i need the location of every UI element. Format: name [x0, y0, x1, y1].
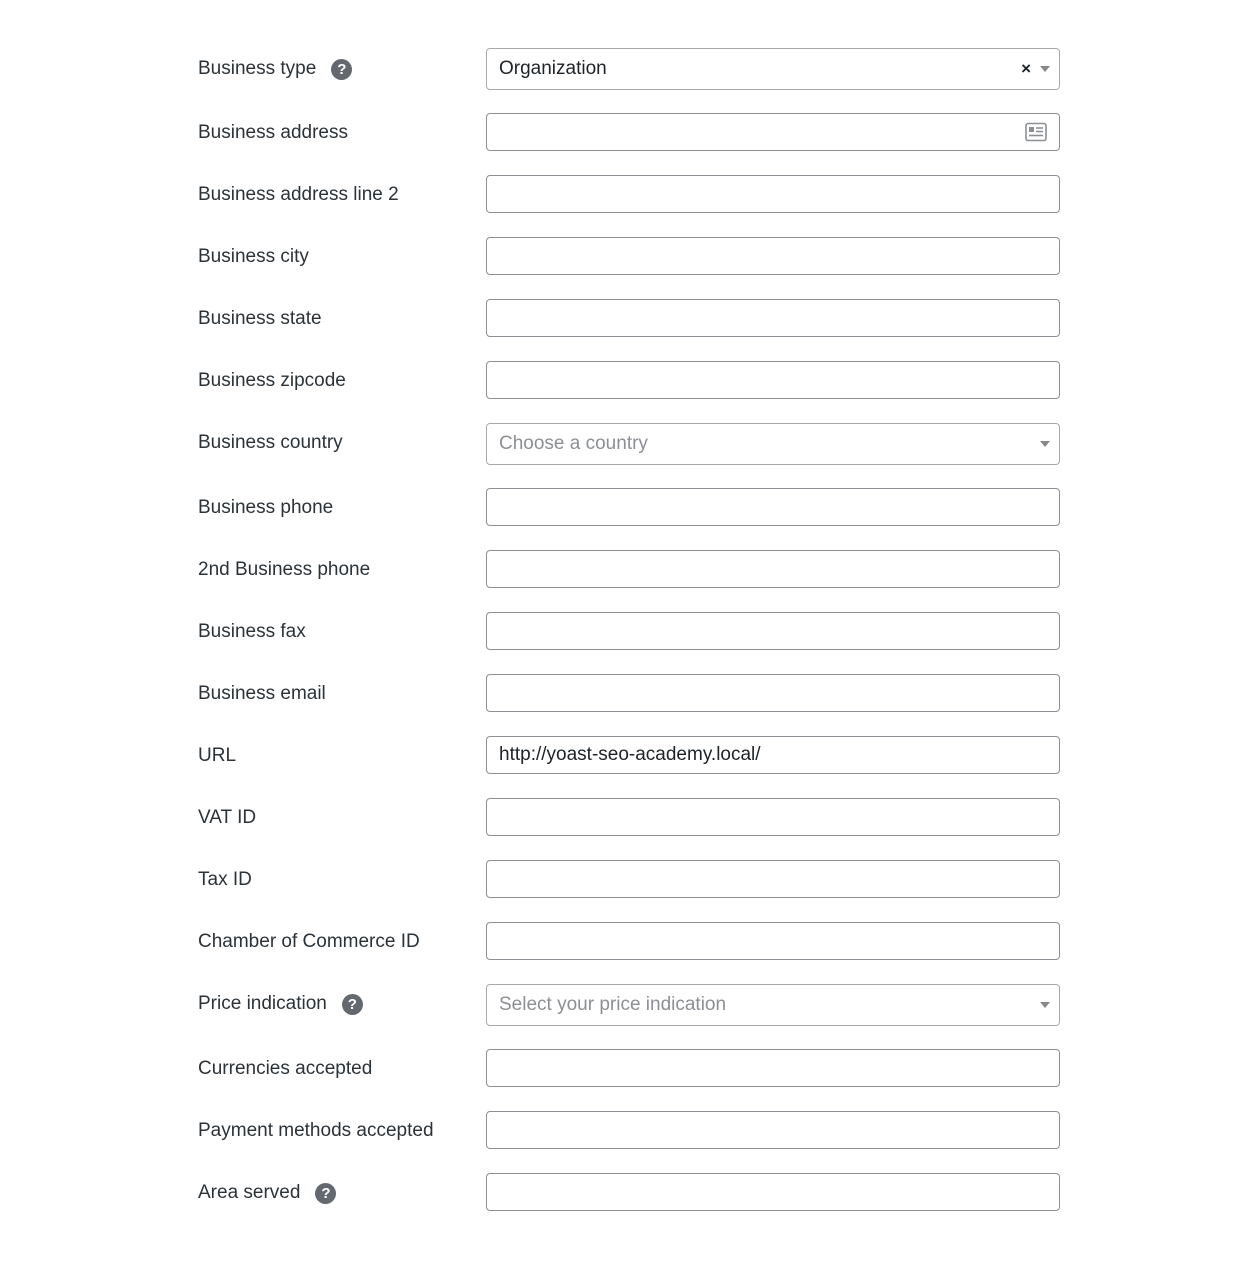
business-country-placeholder: Choose a country	[499, 433, 648, 454]
business-email-label: Business email	[198, 683, 326, 704]
business-address-label: Business address	[198, 122, 348, 143]
business-phone-label: Business phone	[198, 497, 334, 518]
business-address-line2-input[interactable]	[486, 175, 1060, 213]
vat-id-input[interactable]	[486, 798, 1060, 836]
business-zipcode-label: Business zipcode	[198, 370, 346, 391]
price-indication-label-text: Price indication	[198, 993, 327, 1014]
business-address-line2-label: Business address line 2	[198, 184, 399, 205]
coc-id-input[interactable]	[486, 922, 1060, 960]
chevron-down-icon	[1040, 66, 1050, 72]
url-value: http://yoast-seo-academy.local/	[499, 744, 761, 765]
business-state-input[interactable]	[486, 299, 1060, 337]
business-phone-2-label: 2nd Business phone	[198, 559, 371, 580]
business-type-value: Organization	[499, 58, 607, 79]
price-indication-placeholder: Select your price indication	[499, 994, 727, 1015]
tax-id-label: Tax ID	[198, 869, 252, 890]
business-fax-label: Business fax	[198, 621, 306, 642]
currencies-accepted-input[interactable]	[486, 1049, 1060, 1087]
chevron-down-icon	[1040, 1002, 1050, 1008]
price-indication-label	[198, 993, 363, 1015]
coc-id-label: Chamber of Commerce ID	[198, 931, 420, 952]
business-type-label-text: Business type	[198, 58, 317, 79]
vat-id-label: VAT ID	[198, 807, 257, 828]
payment-methods-label: Payment methods accepted	[198, 1120, 434, 1141]
area-served-label-text: Area served	[198, 1182, 301, 1203]
url-label: URL	[198, 745, 237, 766]
help-circle-icon[interactable]: ?	[331, 59, 352, 80]
business-fax-input[interactable]	[486, 612, 1060, 650]
area-served-input[interactable]	[486, 1173, 1060, 1211]
business-type-label	[198, 58, 352, 80]
address-card-icon[interactable]	[1025, 122, 1047, 142]
business-address-input[interactable]	[486, 113, 1060, 151]
price-indication-select[interactable]	[486, 984, 1060, 1026]
url-input[interactable]	[486, 736, 1060, 774]
tax-id-input[interactable]	[486, 860, 1060, 898]
currencies-accepted-label: Currencies accepted	[198, 1058, 373, 1079]
business-city-label: Business city	[198, 246, 309, 267]
chevron-down-icon	[1040, 441, 1050, 447]
payment-methods-input[interactable]	[486, 1111, 1060, 1149]
close-icon[interactable]: ×	[1021, 59, 1031, 78]
business-zipcode-input[interactable]	[486, 361, 1060, 399]
business-email-input[interactable]	[486, 674, 1060, 712]
help-circle-icon[interactable]: ?	[342, 994, 363, 1015]
business-phone-2-input[interactable]	[486, 550, 1060, 588]
business-type-select[interactable]	[486, 48, 1060, 90]
business-phone-input[interactable]	[486, 488, 1060, 526]
help-circle-icon[interactable]: ?	[315, 1183, 336, 1204]
business-state-label: Business state	[198, 308, 322, 329]
business-city-input[interactable]	[486, 237, 1060, 275]
business-country-select[interactable]	[486, 423, 1060, 465]
area-served-label	[198, 1182, 336, 1204]
business-country-label: Business country	[198, 432, 343, 453]
